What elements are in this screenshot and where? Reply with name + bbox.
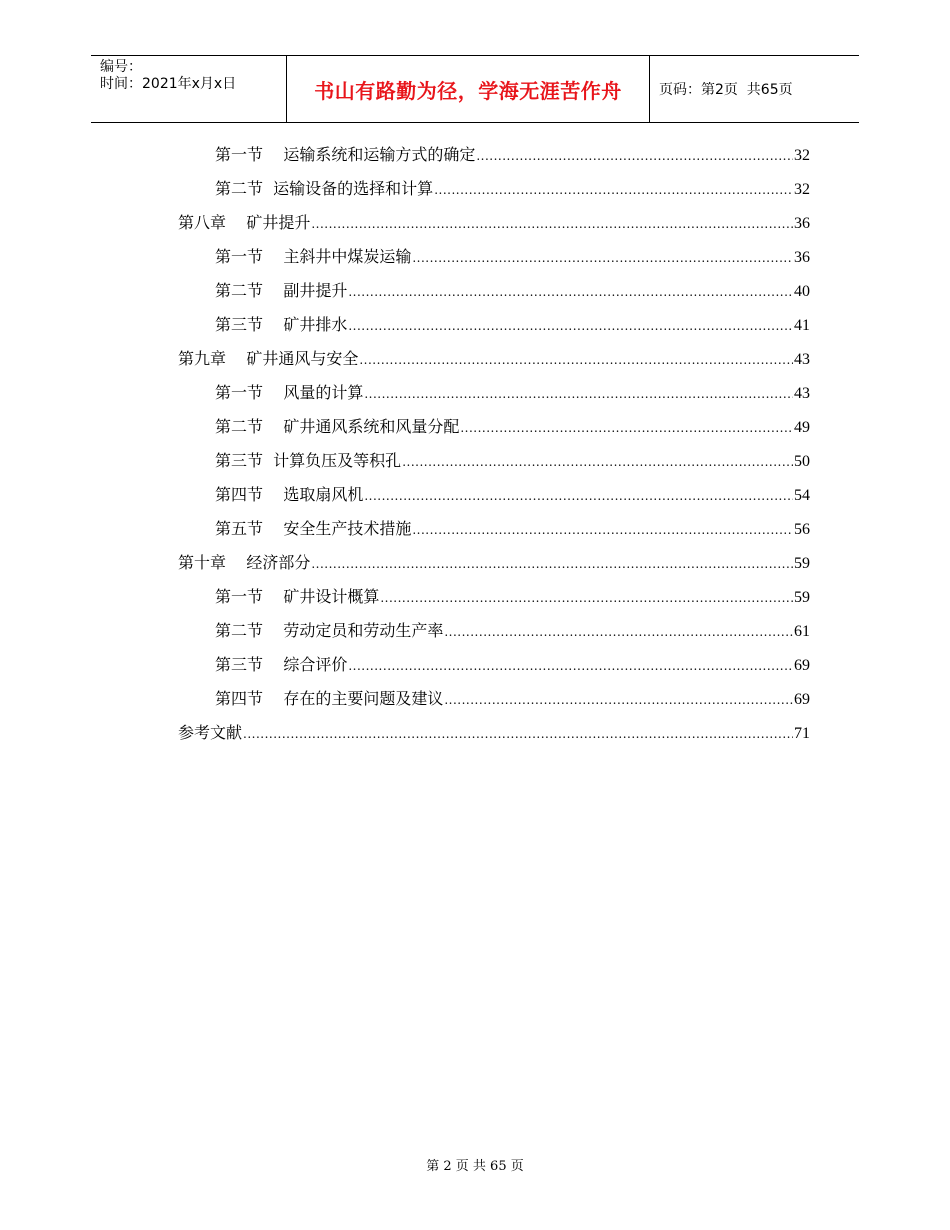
toc-entry-title: 第二节 副井提升 — [215, 281, 348, 300]
toc-entry-title: 第三节 矿井排水 — [215, 315, 348, 334]
toc-section-entry[interactable] — [178, 682, 810, 716]
toc-entry-page: 36 — [794, 215, 810, 232]
toc-section-entry[interactable] — [178, 138, 810, 172]
toc-entry-page: 59 — [794, 589, 810, 606]
toc-leader-dots — [243, 717, 793, 751]
header-meta — [91, 56, 286, 122]
toc-leader-dots — [460, 411, 793, 445]
toc-entry-page: 43 — [794, 385, 810, 402]
toc-entry-page: 43 — [794, 351, 810, 368]
toc-section-entry[interactable] — [178, 580, 810, 614]
toc-leader-dots — [412, 513, 793, 547]
toc-entry-title: 第九章 矿井通风与安全 — [178, 349, 359, 368]
toc-leader-dots — [444, 683, 793, 717]
header-time-label: 时间：2021年x月x日 — [100, 76, 237, 92]
toc-entry-page: 71 — [794, 725, 810, 742]
toc-section-entry[interactable] — [178, 478, 810, 512]
toc-leader-dots — [359, 343, 793, 377]
toc-section-entry[interactable] — [178, 172, 810, 206]
toc-entry-title: 第四节 存在的主要问题及建议 — [215, 689, 444, 708]
toc-entry-page: 32 — [794, 181, 810, 198]
toc-leader-dots — [364, 377, 793, 411]
toc-entry-title: 第一节 主斜井中煤炭运输 — [215, 247, 412, 266]
toc-entry-title: 参考文献 — [178, 723, 243, 742]
toc-entry-title: 第三节 综合评价 — [215, 655, 348, 674]
toc-section-entry[interactable] — [178, 444, 810, 478]
header-page-info: 页码：第2页 共65页 — [659, 82, 793, 98]
toc-entry-title: 第一节 运输系统和运输方式的确定 — [215, 145, 476, 164]
toc-entry-title: 第四节 选取扇风机 — [215, 485, 364, 504]
toc-leader-dots — [412, 241, 793, 275]
toc-leader-dots — [364, 479, 793, 513]
toc-section-entry[interactable] — [178, 240, 810, 274]
toc-section-entry[interactable] — [178, 648, 810, 682]
toc-section-entry[interactable] — [178, 512, 810, 546]
toc-entry-title: 第五节 安全生产技术措施 — [215, 519, 412, 538]
toc-entry-title: 第八章 矿井提升 — [178, 213, 311, 232]
toc-leader-dots — [444, 615, 793, 649]
header-motto: 书山有路勤为径，学海无涯苦作舟 — [286, 56, 650, 122]
toc-entry-page: 36 — [794, 249, 810, 266]
toc-entry-title: 第三节 计算负压及等积孔 — [215, 451, 402, 470]
toc-entry-page: 54 — [794, 487, 810, 504]
toc-entry-page: 49 — [794, 419, 810, 436]
toc-entry-page: 41 — [794, 317, 810, 334]
toc-entry-title: 第一节 矿井设计概算 — [215, 587, 380, 606]
toc-section-entry[interactable] — [178, 274, 810, 308]
toc-entry-page: 69 — [794, 657, 810, 674]
toc-entry-page: 40 — [794, 283, 810, 300]
toc-entry-title: 第二节 矿井通风系统和风量分配 — [215, 417, 460, 436]
page-footer: 第 2 页 共 65 页 — [426, 1159, 524, 1174]
header-number-label: 编号： — [100, 59, 142, 75]
toc-leader-dots — [348, 275, 793, 309]
toc-chapter-entry[interactable] — [178, 546, 810, 580]
toc-entry-title: 第十章 经济部分 — [178, 553, 311, 572]
toc-entry-title: 第二节 运输设备的选择和计算 — [215, 179, 434, 198]
toc-entry-page: 61 — [794, 623, 810, 640]
toc-entry-page: 59 — [794, 555, 810, 572]
toc-chapter-entry[interactable] — [178, 342, 810, 376]
toc-chapter-entry[interactable] — [178, 206, 810, 240]
toc-chapter-entry[interactable] — [178, 716, 810, 750]
toc-entry-title: 第二节 劳动定员和劳动生产率 — [215, 621, 444, 640]
toc-leader-dots — [476, 139, 793, 173]
toc-leader-dots — [434, 173, 793, 207]
toc-leader-dots — [348, 309, 793, 343]
toc-section-entry[interactable] — [178, 410, 810, 444]
toc-leader-dots — [348, 649, 793, 683]
toc-entry-page: 50 — [794, 453, 810, 470]
toc-section-entry[interactable] — [178, 376, 810, 410]
toc-section-entry[interactable] — [178, 614, 810, 648]
toc-leader-dots — [311, 547, 793, 581]
toc-section-entry[interactable] — [178, 308, 810, 342]
page-header — [91, 55, 859, 123]
toc-entry-title: 第一节 风量的计算 — [215, 383, 364, 402]
toc-leader-dots — [402, 445, 793, 479]
toc-entry-page: 69 — [794, 691, 810, 708]
table-of-contents — [178, 138, 810, 750]
toc-entry-page: 32 — [794, 147, 810, 164]
toc-leader-dots — [380, 581, 793, 615]
toc-entry-page: 56 — [794, 521, 810, 538]
toc-leader-dots — [311, 207, 793, 241]
